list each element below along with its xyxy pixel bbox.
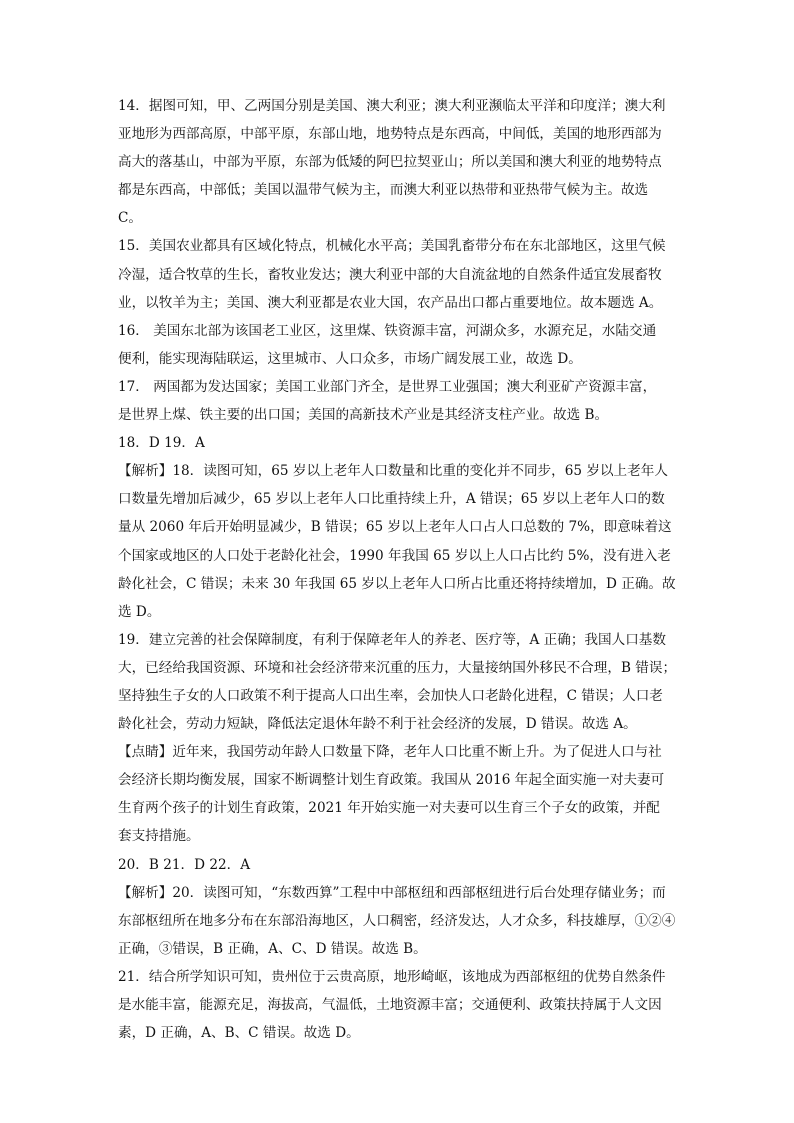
answer-key-line: 18．D 19．A	[118, 435, 205, 452]
text-line: 选 D。	[118, 603, 161, 620]
answer-key-line: 20．B 21．D 22．A	[118, 856, 251, 873]
answer-document	[118, 92, 678, 1047]
text-line: 坚持独生子女的人口政策不利于提高人口出生率，会加快人口老龄化进程，C 错误；人口老	[118, 687, 663, 704]
text-line: 生育两个孩子的计划生育政策，2021 年开始实施一对夫妻可以生育三个子女的政策，并配	[118, 800, 660, 817]
text-line: 素，D 正确，A、B、C 错误。故选 D。	[118, 1025, 360, 1042]
text-line: 量从 2060 年后开始明显减少，B 错误；65 岁以上老年人口占人口总数的 7%，即意味着这	[118, 519, 672, 536]
comment-line: 【点睛】近年来，我国劳动年龄人口数量下降，老年人口比重不断上升。为了促进人口与社	[118, 744, 662, 761]
text-line: 便利，能实现海陆联运，这里城市、人口众多，市场广阔发展工业，故选 D。	[118, 350, 582, 367]
text-line: 龄化社会，C 错误；未来 30 年我国 65 岁以上老年人口所占比重还将持续增加，D 正确。故	[118, 575, 676, 592]
text-line: 业，以牧羊为主；美国、澳大利亚都是农业大国，农产品出口都占重要地位。故本题选 A。	[118, 294, 663, 311]
text-line: 个国家或地区的人口处于老龄化社会，1990 年我国 65 岁以上人口占比约 5%，没有进入老	[118, 547, 671, 564]
text-line: 冷湿，适合牧草的生长，畜牧业发达；澳大利亚中部的大自流盆地的自然条件适宜发展畜牧	[118, 266, 662, 283]
text-line: 15．美国农业都具有区域化特点，机械化水平高；美国乳畜带分布在东北部地区，这里气候	[118, 238, 666, 255]
text-line: 都是东西高，中部低；美国以温带气候为主，而澳大利亚以热带和亚热带气候为主。故选	[118, 182, 649, 199]
text-line: 高大的落基山，中部为平原，东部为低矮的阿巴拉契亚山；所以美国和澳大利亚的地势特点	[118, 154, 662, 171]
text-line: 19．建立完善的社会保障制度，有利于保障老年人的养老、医疗等，A 正确；我国人口基数	[118, 631, 666, 648]
text-line: 大，已经给我国资源、环境和社会经济带来沉重的压力，大量接纳国外移民不合理，B 错误；	[118, 659, 677, 676]
text-line: 是水能丰富，能源充足，海拔高，气温低，土地资源丰富；交通便利、政策扶持属于人文因	[118, 997, 662, 1013]
text-line: C。	[118, 210, 142, 227]
text-line: 东部枢纽所在地多分布在东部沿海地区，人口稠密，经济发达，人才众多，科技雄厚，①②④	[118, 912, 676, 929]
text-line: 14．据图可知，甲、乙两国分别是美国、澳大利亚；澳大利亚濒临太平洋和印度洋；澳大利	[118, 98, 666, 114]
analysis-line: 【解析】20．读图可知，“东数西算”工程中中部枢纽和西部枢纽进行后台处理存储业务；而	[118, 884, 666, 901]
text-line: 套支持措施。	[118, 828, 200, 845]
text-line: 会经济长期均衡发展，国家不断调整计划生育政策。我国从 2016 年起全面实施一对夫妻可	[118, 772, 665, 789]
text-line: 17． 两国都为发达国家；美国工业部门齐全，是世界工业强国；澳大利亚矿产资源丰富，	[118, 378, 657, 395]
text-line: 龄化社会，劳动力短缺，降低法定退休年龄不利于社会经济的发展，D 错误。故选 A。	[118, 716, 637, 733]
text-line: 亚地形为西部高原，中部平原，东部山地，地势特点是东西高，中间低，美国的地形西部为	[118, 126, 662, 143]
text-line: 16． 美国东北部为该国老工业区，这里煤、铁资源丰富，河湖众多，水源充足，水陆交通	[118, 322, 657, 339]
text-line: 正确，③错误，B 正确，A、C、D 错误。故选 B。	[118, 940, 427, 957]
text-line: 是世界上煤、铁主要的出口国；美国的高新技术产业是其经济支柱产业。故选 B。	[118, 407, 609, 424]
text-line: 口数量先增加后减少，65 岁以上老年人口比重持续上升，A 错误；65 岁以上老年人口的数	[118, 491, 665, 508]
analysis-line: 【解析】18．读图可知，65 岁以上老年人口数量和比重的变化并不同步，65 岁以上老年人	[118, 463, 668, 480]
text-line: 21．结合所学知识可知，贵州位于云贵高原，地形崎岖，该地成为西部枢纽的优势自然条件	[118, 968, 666, 985]
